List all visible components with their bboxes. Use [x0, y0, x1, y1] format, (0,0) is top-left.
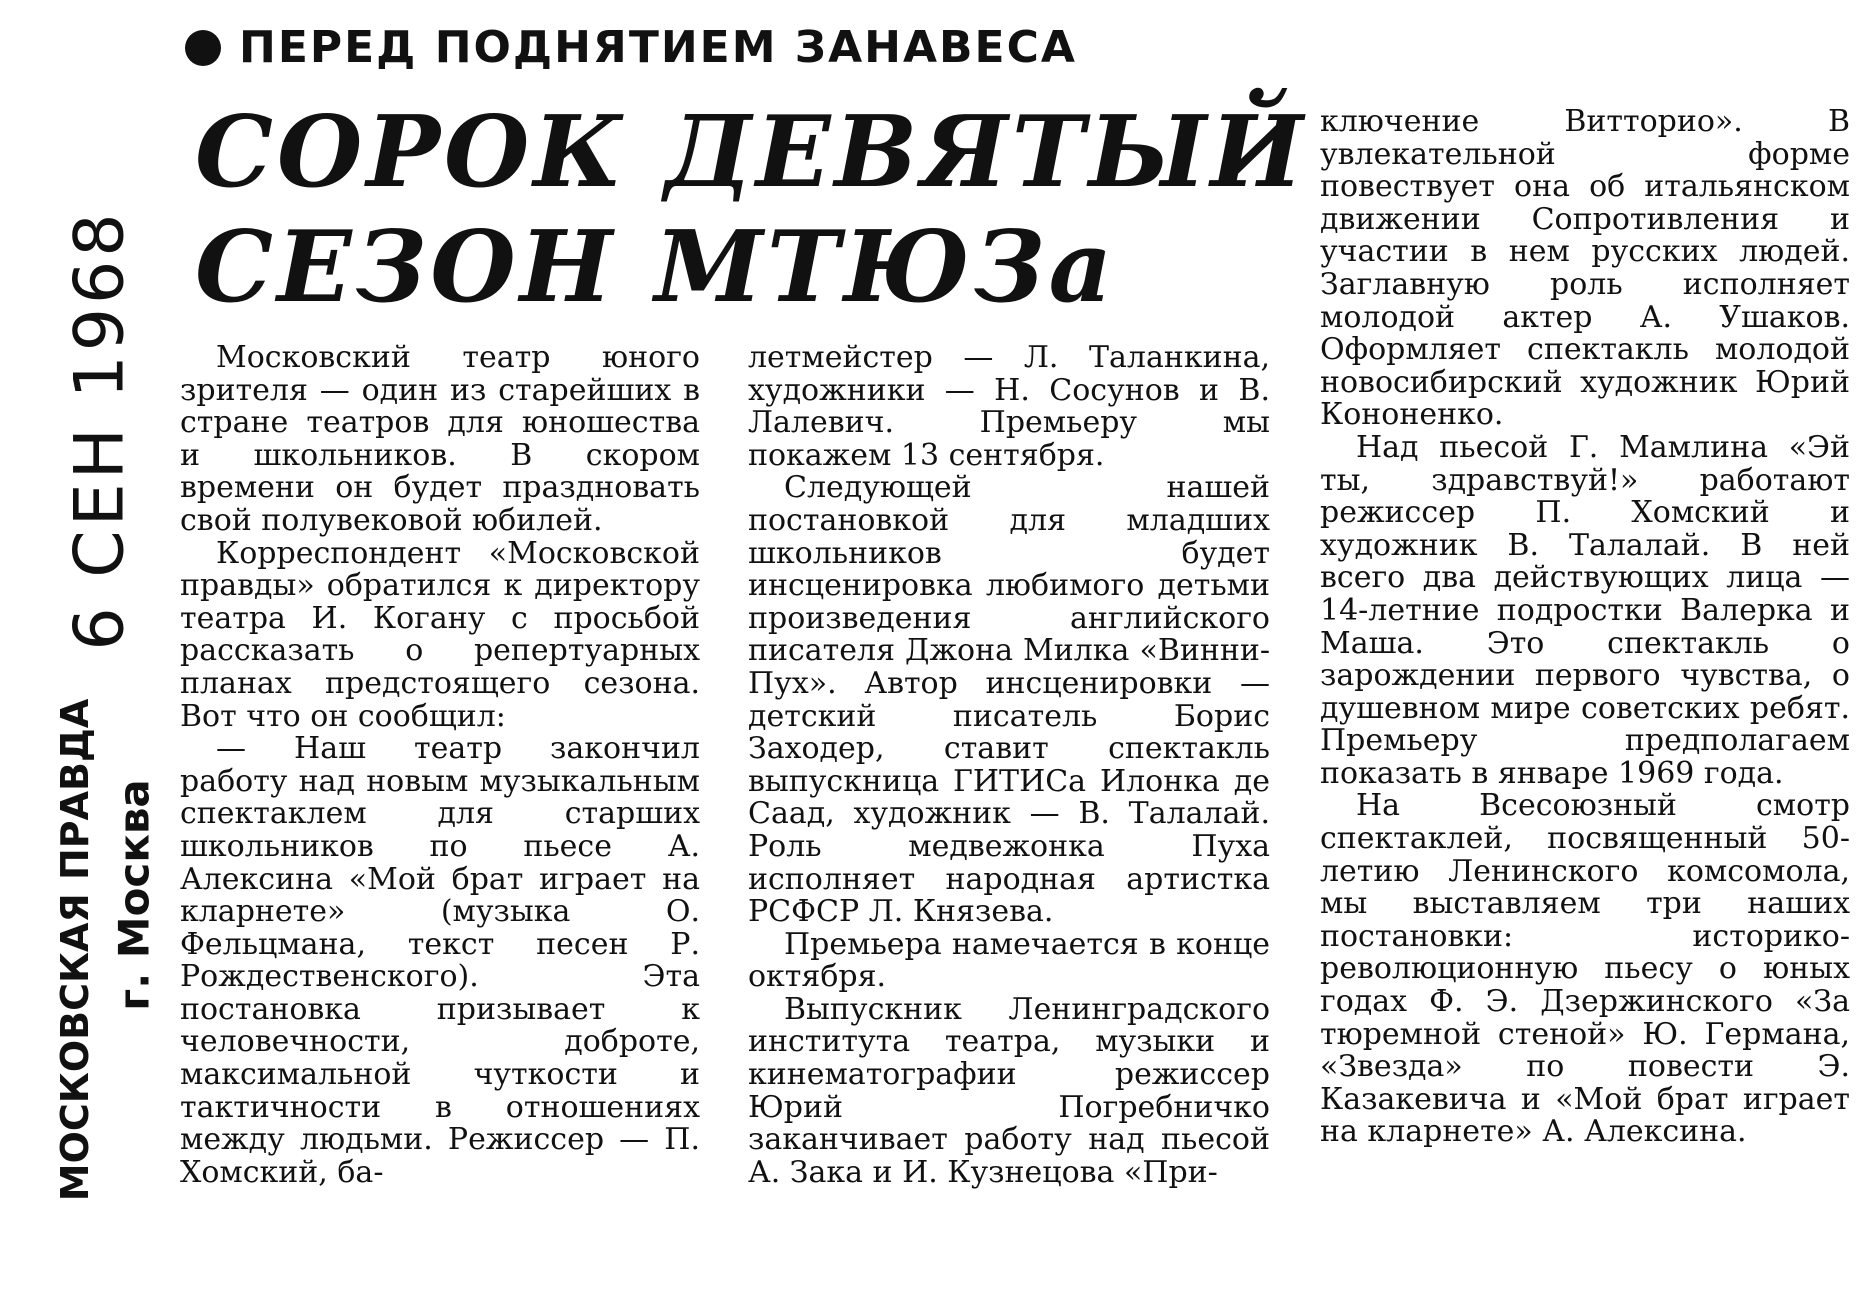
archive-stamp	[40, 209, 159, 1202]
headline-line-1: СОРОК ДЕВЯТЫЙ	[195, 95, 1308, 210]
rubric	[185, 22, 1077, 73]
paragraph: Московский театр юного зрителя — один из старейших в стране театров для юношества и школьников. В скором времени он будет праздновать свой полувековой юбилей.	[180, 340, 700, 538]
stamp-city: г. Москва	[109, 779, 159, 1011]
paragraph: летмейстер — Л. Таланкина, художники — Н. Сосунов и В. Лалевич. Премьеру мы покажем 13 сентября.	[748, 340, 1270, 473]
paragraph: На Всесоюзный смотр спектаклей, посвященный 50-летию Ленинского комсомола, мы выставляем три наших постановки: историко-революционную пьесу о юных годах Ф. Э. Дзержинского «За тюремной стеной» Ю. Германа, «Звезда» по повести Э. Казакевича и «Мой брат играет на кларнете» А. Алексина.	[1320, 788, 1850, 1150]
paragraph: ключение Витторио». В увлекательной форме повествует она об итальянском движении Сопротивления и участии в нем русских людей. Заглавную роль исполняет молодой актер А. Ушаков. Оформляет спектакль молодой новосибирский художник Юрий Кононенко.	[1320, 104, 1850, 433]
paragraph: Над пьесой Г. Мамлина «Эй ты, здравствуй!» работают режиссер П. Хомский и художник В. Талалай. В ней всего два действующих лица — 14-летние подростки Валерка и Маша. Это спектакль о зарождении первого чувства, о душевном мире советских ребят. Премьеру предполагаем показать в январе 1969 года.	[1320, 429, 1850, 791]
headline-line-2: СЕЗОН МТЮЗа	[195, 210, 1117, 325]
article-column-2	[748, 342, 1270, 1189]
paragraph: Следующей нашей постановкой для младших школьников будет инсценировка любимого детьми произведения английского писателя Джона Милка «Винни-Пух». Автор инсценировки — детский писатель Борис Заходер, ставит спектакль выпускница ГИТИСа Илонка де Саад, художник — В. Талалай. Роль медвежонка Пуха исполняет народная артистка РСФСР Л. Князева.	[748, 470, 1270, 930]
rubric-text: ПЕРЕД ПОДНЯТИЕМ ЗАНАВЕСА	[239, 22, 1077, 73]
article-column-3	[1320, 106, 1850, 1149]
paragraph: Выпускник Ленинградского института театра, музыки и кинематографии режиссер Юрий Погребничко заканчивает работу над пьесой А. Зака и И. Кузнецова «При-	[748, 991, 1270, 1190]
bullet-dot-icon	[185, 30, 221, 66]
article-column-1	[180, 342, 700, 1189]
paragraph: Корреспондент «Московской правды» обратился к директору театра И. Когану с просьбой рассказать о репертуарных планах предстоящего сезона. Вот что он сообщил:	[180, 535, 700, 734]
stamp-date: 6 СЕН 1968	[60, 209, 140, 651]
paragraph: — Наш театр закончил работу над новым музыкальным спектаклем для старших школьников по пьесе А. Алексина «Мой брат играет на кларнете» (музыка О. Фельцмана, текст песен Р. Рождественского). Эта постановка призывает к человечности, доброте, максимальной чуткости и тактичности в отношениях между людьми. Режиссер — П. Хомский, ба-	[180, 731, 700, 1190]
headline	[195, 95, 1307, 325]
paragraph: Премьера намечается в конце октября.	[748, 926, 1270, 995]
stamp-newspaper-name: МОСКОВСКАЯ ПРАВДА	[53, 698, 97, 1202]
